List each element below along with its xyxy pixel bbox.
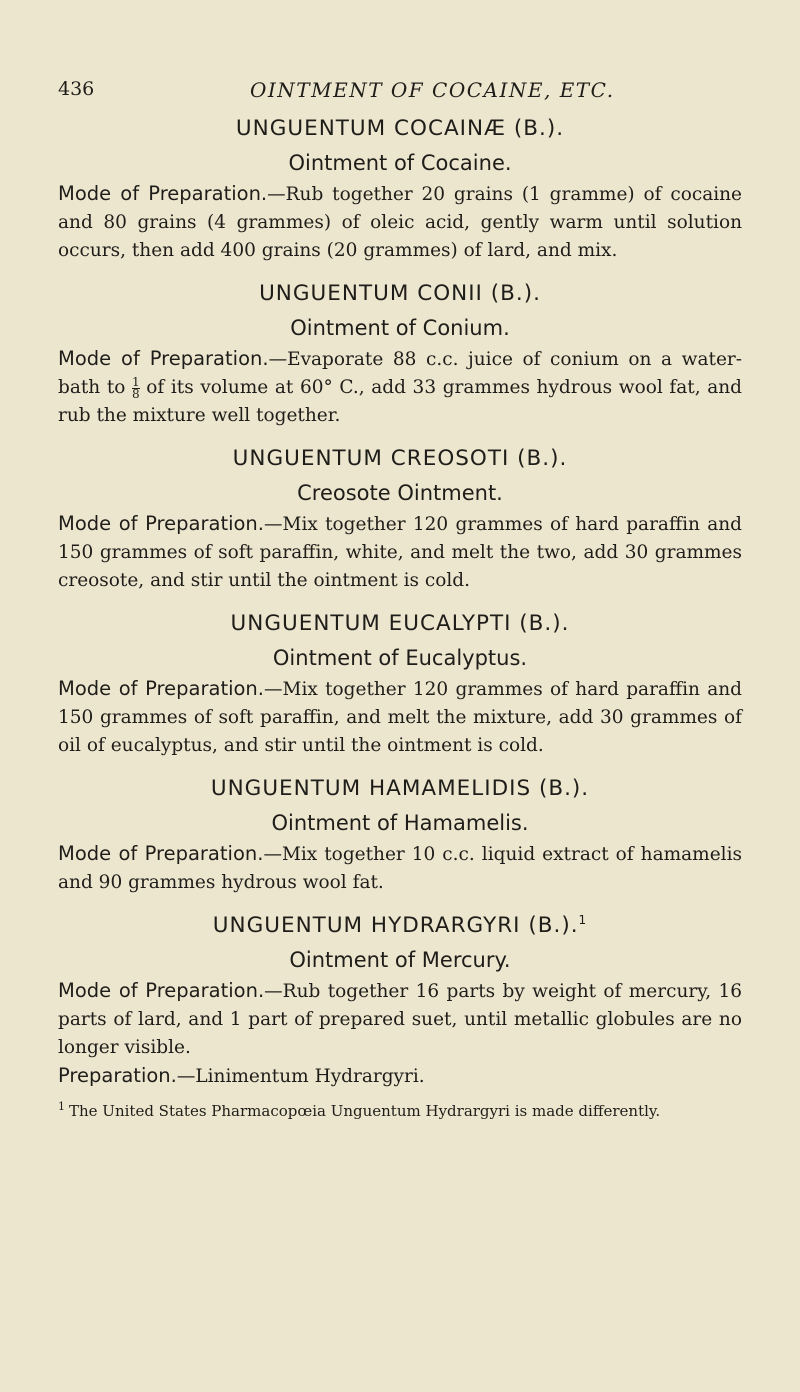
section-body (58, 180, 742, 265)
fraction-numerator: 1 (132, 374, 140, 389)
section-latin-title: UNGUENTUM COCAINÆ (B.). (235, 116, 565, 141)
latin-title-text: UNGUENTUM HYDRARGYRI (B.). (212, 913, 579, 938)
footnote (58, 1101, 742, 1121)
section-latin-title: UNGUENTUM CONII (B.). (259, 281, 541, 306)
section-conium (58, 277, 742, 430)
paragraph-lead: Mode of Preparation. (58, 512, 264, 535)
paragraph-text: —Rub together 20 grains (1 gramme) of cocaine and 80 grains (4 grammes) of oleic acid, gently warm until solution occurs, then add 400 grains (20 grammes) of lard, and mix. (58, 184, 742, 261)
page-content (58, 112, 742, 1136)
section-mercury (58, 909, 742, 1091)
fraction-denominator: 8 (132, 386, 140, 401)
fraction (132, 374, 140, 401)
section-english-title: Ointment of Mercury. (289, 948, 511, 972)
paragraph-lead: Mode of Preparation. (58, 677, 264, 700)
section-english-title: Creosote Ointment. (297, 481, 503, 505)
page-header (58, 78, 760, 108)
paragraph-lead: Mode of Preparation. (58, 347, 269, 370)
section-latin-title: UNGUENTUM HAMAMELIDIS (B.). (210, 776, 590, 801)
footnote-text: The United States Pharmacopœia Unguentum Hydrargyri is made differently. (69, 1102, 661, 1120)
paragraph-text: —Linimentum Hydrargyri. (176, 1066, 425, 1087)
section-english-title: Ointment of Conium. (290, 316, 510, 340)
paragraph-text: —Evaporate 88 c.c. juice of conium on a water-bath to (58, 349, 742, 398)
paragraph-text: —Rub together 16 parts by weight of mercury, 16 parts of lard, and 1 part of prepared suet, until metallic globules are no longer visible. (58, 981, 743, 1058)
section-creosote (58, 442, 742, 595)
section-hamamelis (58, 772, 742, 897)
section-english-title: Ointment of Cocaine. (288, 151, 512, 175)
paragraph-lead: Mode of Preparation. (58, 979, 265, 1002)
footnote-mark: 1 (58, 1100, 65, 1113)
section-body (58, 345, 742, 430)
section-body (58, 840, 742, 897)
footnote-reference: 1 (578, 912, 588, 927)
section-latin-title: UNGUENTUM CREOSOTI (B.). (232, 446, 568, 471)
section-eucalyptus (58, 607, 742, 760)
section-body-secondary (58, 1062, 742, 1091)
paragraph-lead: Mode of Preparation. (58, 182, 268, 205)
paragraph-text: —Mix together 120 grammes of hard paraffin and 150 grammes of soft paraffin, white, and melt the two, add 30 grammes creosote, and stir until the ointment is cold. (58, 514, 743, 591)
paragraph-lead: Mode of Preparation. (58, 842, 264, 865)
paragraph-lead: Preparation. (58, 1064, 177, 1087)
paragraph-text: —Mix together 10 c.c. liquid extract of hamamelis and 90 grammes hydrous wool fat. (58, 844, 743, 893)
section-latin-title: UNGUENTUM EUCALYPTI (B.). (230, 611, 570, 636)
section-body (58, 675, 742, 760)
running-title: OINTMENT OF COCAINE, ETC. (250, 78, 615, 102)
section-english-title: Ointment of Eucalyptus. (272, 646, 528, 670)
section-latin-title (58, 909, 742, 943)
section-english-title: Ointment of Hamamelis. (271, 811, 529, 835)
section-body (58, 977, 742, 1062)
page-number: 436 (58, 78, 95, 100)
section-cocaine (58, 112, 742, 265)
paragraph-text: of its volume at 60° C., add 33 grammes hydrous wool fat, and rub the mixture well together. (58, 377, 742, 426)
paragraph-text: —Mix together 120 grammes of hard paraffin and 150 grammes of soft paraffin, and melt the mixture, add 30 grammes of oil of eucalyptus, and stir until the ointment is cold. (58, 679, 743, 756)
section-body (58, 510, 742, 595)
